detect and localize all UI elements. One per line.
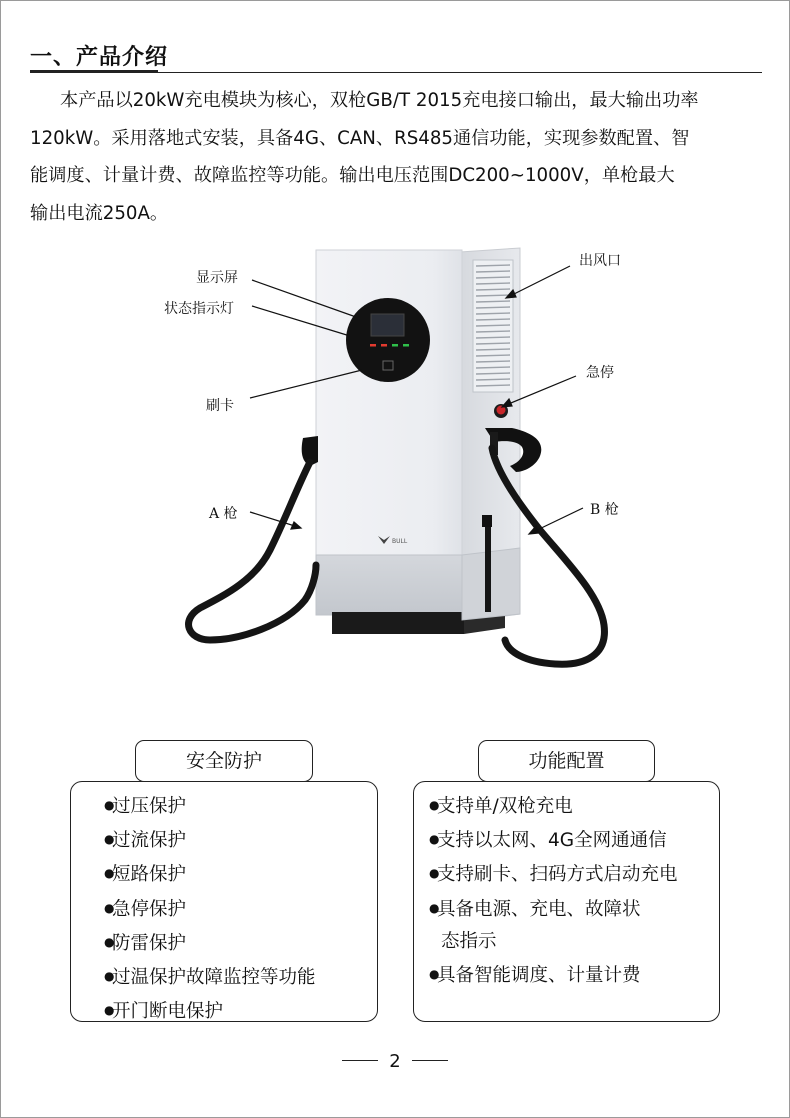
footer-dash-left <box>342 1060 378 1061</box>
intro-line: 输出电流250A。 <box>30 202 169 224</box>
charger-illustration <box>0 240 790 680</box>
list-item: ●急停保护 <box>104 898 187 920</box>
list-item: ●开门断电保护 <box>104 1001 224 1023</box>
product-figure <box>0 240 790 680</box>
display-bezel <box>346 298 430 382</box>
intro-line: 能调度、计量计费、故障监控等功能。输出电压范围DC200~1000V，单枪最大 <box>30 165 675 186</box>
callout-estop: 急停 <box>586 365 614 381</box>
list-item: ●具备电源、充电、故障状 <box>429 898 641 920</box>
list-item: ●防雷保护 <box>104 932 187 954</box>
list-item: ●支持刷卡、扫码方式启动充电 <box>429 864 678 886</box>
list-item: ●过压保护 <box>104 796 187 817</box>
list-item: ●过温保护故障监控等功能 <box>104 967 316 989</box>
list-item: ●过流保护 <box>104 830 187 852</box>
intro-line: 120kW。采用落地式安装，具备4G、CAN、RS485通信功能，实现参数配置、智 <box>30 127 690 149</box>
list-item: ●短路保护 <box>104 864 187 886</box>
page-footer <box>0 1051 790 1072</box>
features-box <box>413 781 720 1022</box>
list-item: ●支持以太网、4G全网通通信 <box>429 830 667 852</box>
features-title: 功能配置 <box>478 740 655 782</box>
callout-gun-b: B 枪 <box>590 502 619 518</box>
safety-title: 安全防护 <box>135 740 313 782</box>
vent-grille <box>473 260 513 392</box>
callout-card: 刷卡 <box>206 398 234 414</box>
heading-rule <box>30 72 762 73</box>
list-item: ●具备智能调度、计量计费 <box>429 965 641 987</box>
features-list <box>429 789 678 992</box>
safety-box <box>70 781 378 1022</box>
callout-gun-a: A 枪 <box>209 506 238 522</box>
gun-a-connector <box>189 436 318 640</box>
page-number: 2 <box>389 1051 401 1072</box>
list-item: ●支持单/双枪充电 <box>429 796 573 817</box>
footer-dash-right <box>412 1060 448 1061</box>
section-heading: 一、产品介绍 <box>30 45 169 70</box>
safety-list <box>104 789 316 1028</box>
callout-vent: 出风口 <box>579 253 621 269</box>
intro-line: 本产品以20kW充电模块为核心，双枪GB/T 2015充电接口输出，最大输出功率 <box>60 90 699 111</box>
callout-display: 显示屏 <box>196 270 238 286</box>
list-item: 态指示 <box>441 930 497 952</box>
callout-status-light: 状态指示灯 <box>164 301 234 317</box>
intro-paragraph <box>30 82 765 232</box>
brand-logo-text: BULL <box>392 538 408 545</box>
